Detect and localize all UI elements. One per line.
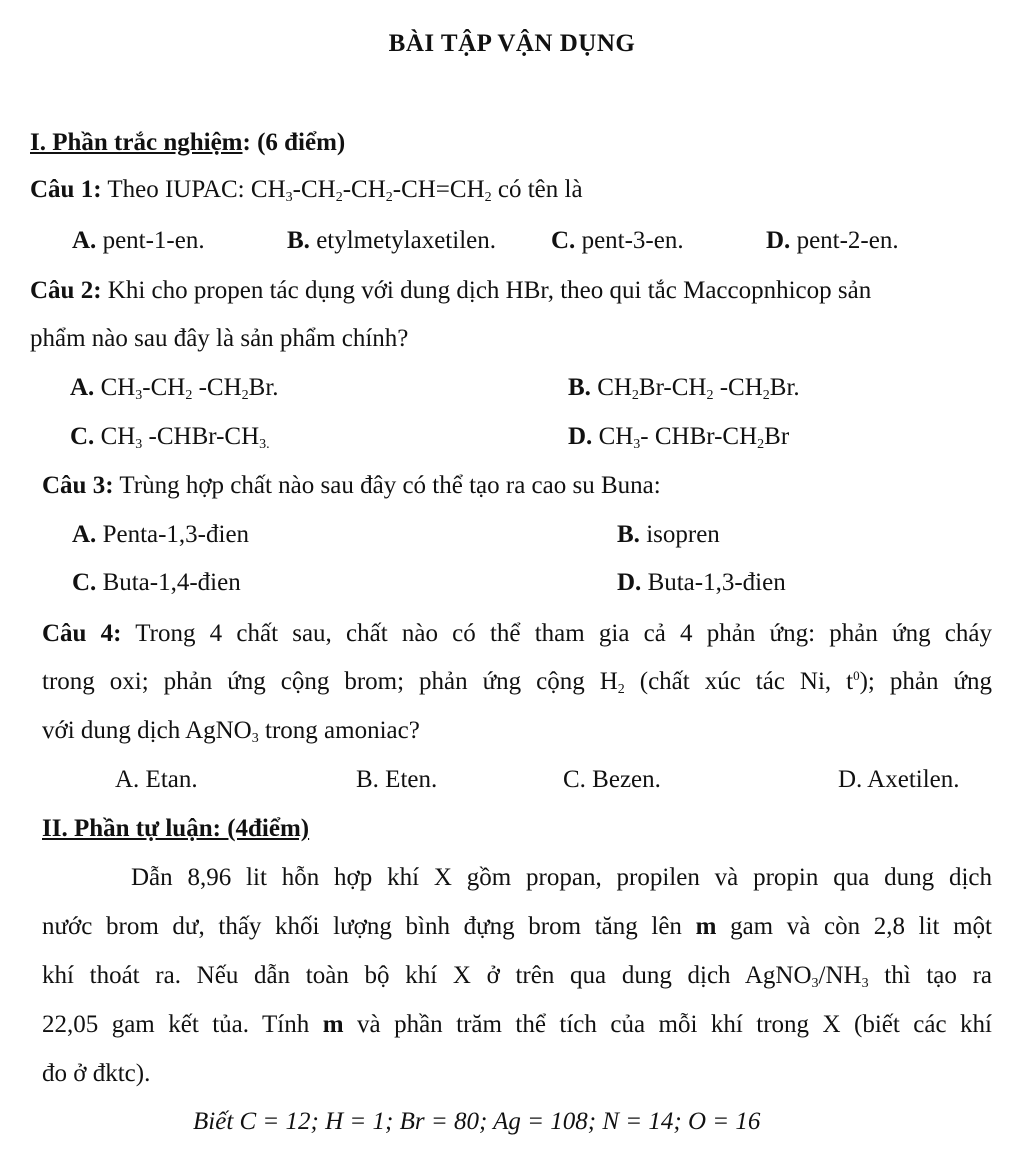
question-2-label: Câu 2:	[30, 277, 102, 304]
q4-line3-part-b: trong amoniac?	[258, 717, 420, 744]
option-letter: A.	[72, 521, 97, 548]
option-text: Penta-1,3-đien	[96, 521, 250, 548]
essay-line5: đo ở đktc).	[42, 1060, 151, 1087]
question-1-prefix: Theo IUPAC:	[101, 176, 251, 203]
option-letter: C.	[70, 423, 95, 450]
essay-line3-b: /NH	[818, 962, 862, 989]
option-letter: A.	[70, 374, 95, 401]
q1-option-c[interactable]	[551, 225, 684, 257]
option-letter: D.	[568, 423, 593, 450]
q4-line3-part-a: với dung dịch AgNO	[42, 717, 252, 744]
part1-heading	[30, 127, 345, 159]
q4-option-c[interactable]: C. Bezen.	[563, 766, 661, 793]
q4-line2-part-c: ); phản ứng	[859, 668, 992, 695]
question-4-line1	[42, 618, 992, 650]
option-text: etylmetylaxetilen.	[309, 227, 496, 254]
option-formula: $CH_3$ $-CHBr-CH_{3.}$	[100, 423, 270, 452]
option-letter: A.	[72, 227, 97, 254]
question-1-formula: $CH_3-CH_2-CH_2-CH=CH_2$	[250, 176, 492, 205]
q3-option-d[interactable]	[617, 567, 786, 599]
question-4-text: Trong 4 chất sau, chất nào có thể tham gia cả 4 phản ứng: phản ứng cháy	[121, 620, 992, 647]
question-3-label: Câu 3:	[42, 472, 114, 499]
q4-line2-part-a: trong oxi; phản ứng cộng brom; phản ứng cộng H	[42, 668, 618, 695]
option-text: Buta-1,4-đien	[96, 569, 241, 596]
essay-line3: khí thoát ra. Nếu dẫn toàn bộ khí X ở trên qua dung dịch $AgNO_3/NH_3$ thì tạo ra	[42, 962, 992, 991]
essay-line3-c: thì tạo ra	[868, 962, 992, 989]
essay-line2-a: nước brom dư, thấy khối lượng bình đựng brom tăng lên	[42, 913, 696, 940]
option-formula: $CH_3-CH_2$ $-CH_2Br$.	[100, 374, 279, 403]
option-letter: C.	[72, 569, 97, 596]
q4-option-d[interactable]: D. Axetilen.	[838, 766, 960, 793]
q2-option-c[interactable]	[70, 421, 270, 453]
essay-line2	[42, 911, 992, 943]
question-1-label: Câu 1:	[30, 176, 102, 203]
q3-option-b[interactable]	[617, 519, 720, 551]
essay-line4-a: 22,05 gam kết tủa. Tính	[42, 1011, 323, 1038]
q2-option-a[interactable]	[70, 372, 279, 404]
part1-heading-text: I. Phần trắc nghiệm	[30, 129, 243, 156]
question-2-text: Khi cho propen tác dụng với dung dịch HBr, theo qui tắc Maccopnhicop sản	[101, 277, 872, 304]
q4-option-b[interactable]: B. Eten.	[356, 766, 438, 793]
option-formula: $CH_2Br-CH_2$ $-CH_2Br$.	[597, 374, 800, 403]
essay-line4	[42, 1009, 992, 1041]
question-4-label: Câu 4:	[42, 620, 122, 647]
question-1-stem	[30, 174, 583, 206]
q2-option-d[interactable]	[568, 421, 789, 453]
essay-line4-b: và phần trăm thể tích của mỗi khí trong X (biết các khí	[343, 1011, 992, 1038]
q3-option-c[interactable]	[72, 567, 241, 599]
q3-option-a[interactable]	[72, 519, 249, 551]
essay-line3-a: khí thoát ra. Nếu dẫn toàn bộ khí X ở trên qua dung dịch AgNO	[42, 962, 812, 989]
q4-option-a[interactable]: A. Etan.	[115, 766, 198, 793]
option-letter: D.	[766, 227, 791, 254]
option-letter: B.	[287, 227, 310, 254]
option-formula: $CH_3-$ CHBr-$CH_2Br$	[598, 423, 790, 452]
question-3-stem	[42, 470, 661, 502]
question-2-stem-line2: phẩm nào sau đây là sản phẩm chính?	[30, 325, 409, 352]
question-1-suffix: có tên là	[491, 176, 583, 203]
variable-m: m	[322, 1011, 344, 1038]
atomic-masses: Biết C = 12; H = 1; Br = 80; Ag = 108; N = 14; O = 16	[193, 1108, 761, 1135]
option-letter: D.	[617, 569, 642, 596]
variable-m: m	[695, 913, 717, 940]
option-text: pent-3-en.	[575, 227, 684, 254]
q1-option-b[interactable]	[287, 225, 496, 257]
question-3-text: Trùng hợp chất nào sau đây có thể tạo ra cao su Buna:	[113, 472, 661, 499]
q1-option-d[interactable]	[766, 225, 899, 257]
question-2-stem-line1	[30, 275, 871, 307]
question-4-line3: với dung dịch AgNO$_3$ trong amoniac?	[42, 717, 420, 746]
part1-points: : (6 điểm)	[242, 129, 346, 156]
option-text: pent-1-en.	[96, 227, 205, 254]
option-text: pent-2-en.	[790, 227, 899, 254]
essay-line2-b: gam và còn 2,8 lit một	[716, 913, 993, 940]
page-title: BÀI TẬP VẬN DỤNG	[388, 30, 636, 57]
q2-option-b[interactable]	[568, 372, 800, 404]
option-letter: C.	[551, 227, 576, 254]
part2-heading: II. Phần tự luận: (4điểm)	[42, 815, 310, 842]
option-letter: B.	[617, 521, 640, 548]
option-letter: B.	[568, 374, 591, 401]
q4-line2-part-b: (chất xúc tác Ni, t	[624, 668, 854, 695]
option-text: Buta-1,3-đien	[641, 569, 786, 596]
option-text: isopren	[639, 521, 720, 548]
q1-option-a[interactable]	[72, 225, 205, 257]
essay-line1: Dẫn 8,96 lit hỗn hợp khí X gồm propan, propilen và propin qua dung dịch	[131, 864, 992, 891]
question-4-line2: trong oxi; phản ứng cộng brom; phản ứng cộng $H_2$ (chất xúc tác Ni, $t^0$); phản ứng	[42, 668, 992, 697]
